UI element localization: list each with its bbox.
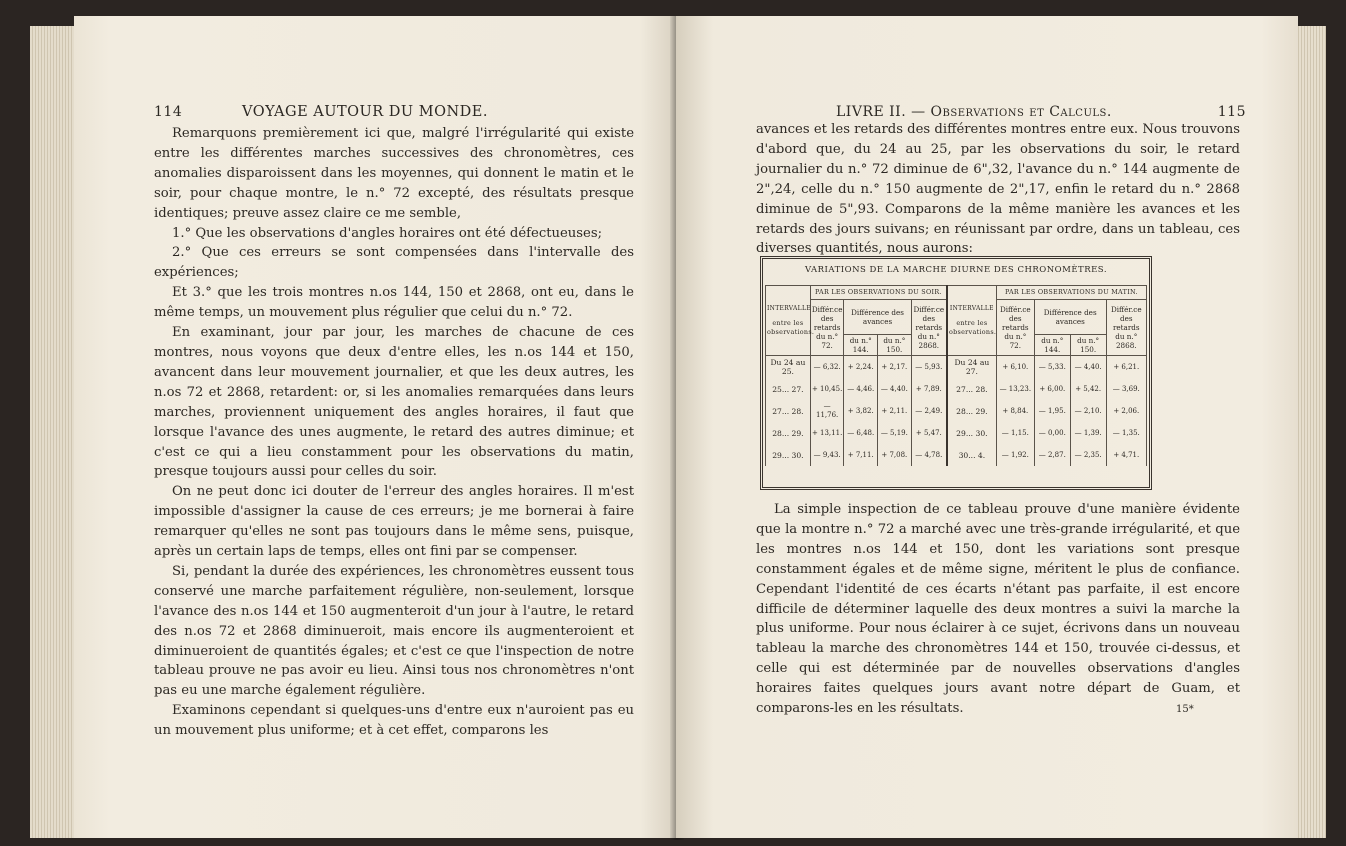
paragraph: 1.° Que les observations d'angles horaires ont été défectueuses; (172, 225, 603, 241)
table-row: 29... 30. — 9,43. + 7,11. + 7,08. — 4,78. 30... 4. — 1,92. — 2,87. — 2,35. + 4,71. (766, 444, 1147, 466)
col-144: du n.° 144. (1034, 335, 1070, 356)
paragraph: 2.° Que ces erreurs se sont compensées dans l'intervalle des expériences; (154, 245, 634, 281)
col-144: du n.° 144. (844, 335, 878, 356)
col-retards-2868: Différ.ce des retards du n.° 2868. (1106, 300, 1146, 356)
col-retards-72: Différ.ce des retards du n.° 72. (810, 300, 844, 356)
evening-header: PAR LES OBSERVATIONS DU SOIR. (810, 286, 947, 300)
paragraph: Examinons cependant si quelques-uns d'entre eux n'auroient pas eu un mouvement plus uniforme; et à cet effet, comparons les (154, 703, 634, 739)
paragraph: En examinant, jour par jour, les marches de chacune de ces montres, nous voyons que deux d'entre elles, les n.os 144 et 150, avancent dans leur mouvement journalier, et que les deux autres, les n.os 72 et 2868, retardent: or, si les anomalies remarquées dans leurs marches, proviennent uniquement des angles horaires, il faut que lorsque l'avance des unes augmente, le retard des autres diminue; et c'est ce qui a lieu constamment pour les observations du matin, presque toujours aussi pour celles du soir. (154, 325, 634, 480)
right-page-body (756, 500, 1240, 719)
table-row: 27... 28. — 11,76. + 3,82. + 2,11. — 2,49. 28... 29. + 8,84. — 1,95. — 2,10. + 2,06. (766, 400, 1147, 422)
col-avances: Différence des avances (844, 300, 911, 335)
running-title: VOYAGE AUTOUR DU MONDE. (242, 104, 488, 120)
paragraph: On ne peut donc ici douter de l'erreur des angles horaires. Il m'est impossible d'assigner la cause de ces erreurs; je me bornerai à faire remarquer qu'elles ne sont pas toujours dans le même sens, puisque, après un certain laps de temps, elles ont fini par se compenser. (154, 484, 634, 560)
open-book (30, 16, 1326, 840)
variations-table (760, 256, 1152, 490)
table-row: 28... 29. + 13,11. — 6,48. — 5,19. + 5,47. 29... 30. — 1,15. — 0,00. — 1,39. — 1,35. (766, 422, 1147, 444)
right-page-intro (756, 120, 1240, 259)
signature-mark: 15* (1176, 704, 1194, 715)
right-page (676, 16, 1298, 838)
paragraph: avances et les retards des différentes montres entre eux. Nous trouvons d'abord que, du 24 au 25, par les observations du soir, le retard journalier du n.° 72 diminue de 6",32, l'avance du n.° 144 augmente de 2",24, celle du n.° 150 augmente de 2",17, enfin le retard du n.° 2868 diminue de 5",93. Comparons de la même manière les avances et les retards des jours suivans; en réunissant par ordre, dans un tableau, ces diverses quantités, nous aurons: (756, 122, 1240, 257)
left-page (74, 16, 676, 838)
col-150: du n.° 150. (1070, 335, 1106, 356)
col-avances: Différence des avances (1034, 300, 1106, 335)
interval-header: INTERVALLE entre les observations. (947, 286, 996, 356)
table-title: VARIATIONS DE LA MARCHE DIURNE DES CHRONOMÈTRES. (804, 265, 1108, 275)
page-number: 114 (154, 104, 183, 120)
interval-header: INTERVALLE entre les observations. (766, 286, 811, 356)
table-row: Du 24 au 25. — 6,32. + 2,24. + 2,17. — 5,93. Du 24 au 27. + 6,10. — 5,33. — 4,40. + 6,21. (766, 356, 1147, 379)
variations-grid (765, 285, 1147, 466)
col-retards-2868: Différ.ce des retards du n.° 2868. (911, 300, 947, 356)
paragraph: Remarquons premièrement ici que, malgré l'irrégularité qui existe entre les différentes marches successives des chronomètres, ces anomalies disparoissent dans les moyennes, qui donnent le matin et le soir, pour chaque montre, le n.° 72 excepté, des résultats presque identiques; preuve assez claire ce me semble, (154, 126, 634, 221)
paragraph: Si, pendant la durée des expériences, les chronomètres eussent tous conservé une marche parfaitement régulière, non-seulement, lorsque l'avance des n.os 144 et 150 augmenteroit d'un jour à l'autre, le retard des n.os 72 et 2868 diminueroit, mais encore ils augmenteroient et diminueroient de quantités égales; et c'est ce que l'inspection de notre tableau prouve ne pas avoir eu lieu. Ainsi tous nos chronomètres n'ont pas eu une marche également régulière. (154, 563, 634, 699)
paragraph: Et 3.° que les trois montres n.os 144, 150 et 2868, ont eu, dans le même temps, un mouvement plus régulier que celui du n.° 72. (154, 285, 634, 321)
table-row: 25... 27. + 10,45. — 4,46. — 4,40. + 7,89. 27... 28. — 13,23. + 6,00. + 5,42. — 3,69. (766, 378, 1147, 400)
running-title: LIVRE II. — Observations et Calculs. (836, 104, 1112, 120)
paragraph: La simple inspection de ce tableau prouve d'une manière évidente que la montre n.° 72 a marché avec une très-grande irrégularité, et que les montres n.os 144 et 150, dont les variations sont presque constamment égales et de même signe, méritent le plus de confiance. Cependant l'identité de ces écarts n'étant pas parfaite, il est encore difficile de déterminer laquelle des deux montres a suivi la marche la plus uniforme. Pour nous éclairer à ce sujet, écrivons dans un nouveau tableau la marche des chronomètres 144 et 150, trouvée ci-dessus, et celle qui est déterminée par de nouvelles observations d'angles horaires faites quelques jours avant notre départ de Guam, et comparons-les en les résultats. (756, 502, 1240, 717)
page-number: 115 (1217, 104, 1246, 120)
morning-header: PAR LES OBSERVATIONS DU MATIN. (996, 286, 1146, 300)
left-page-body (154, 124, 634, 741)
col-retards-72: Différ.ce des retards du n.° 72. (996, 300, 1034, 356)
col-150: du n.° 150. (878, 335, 912, 356)
